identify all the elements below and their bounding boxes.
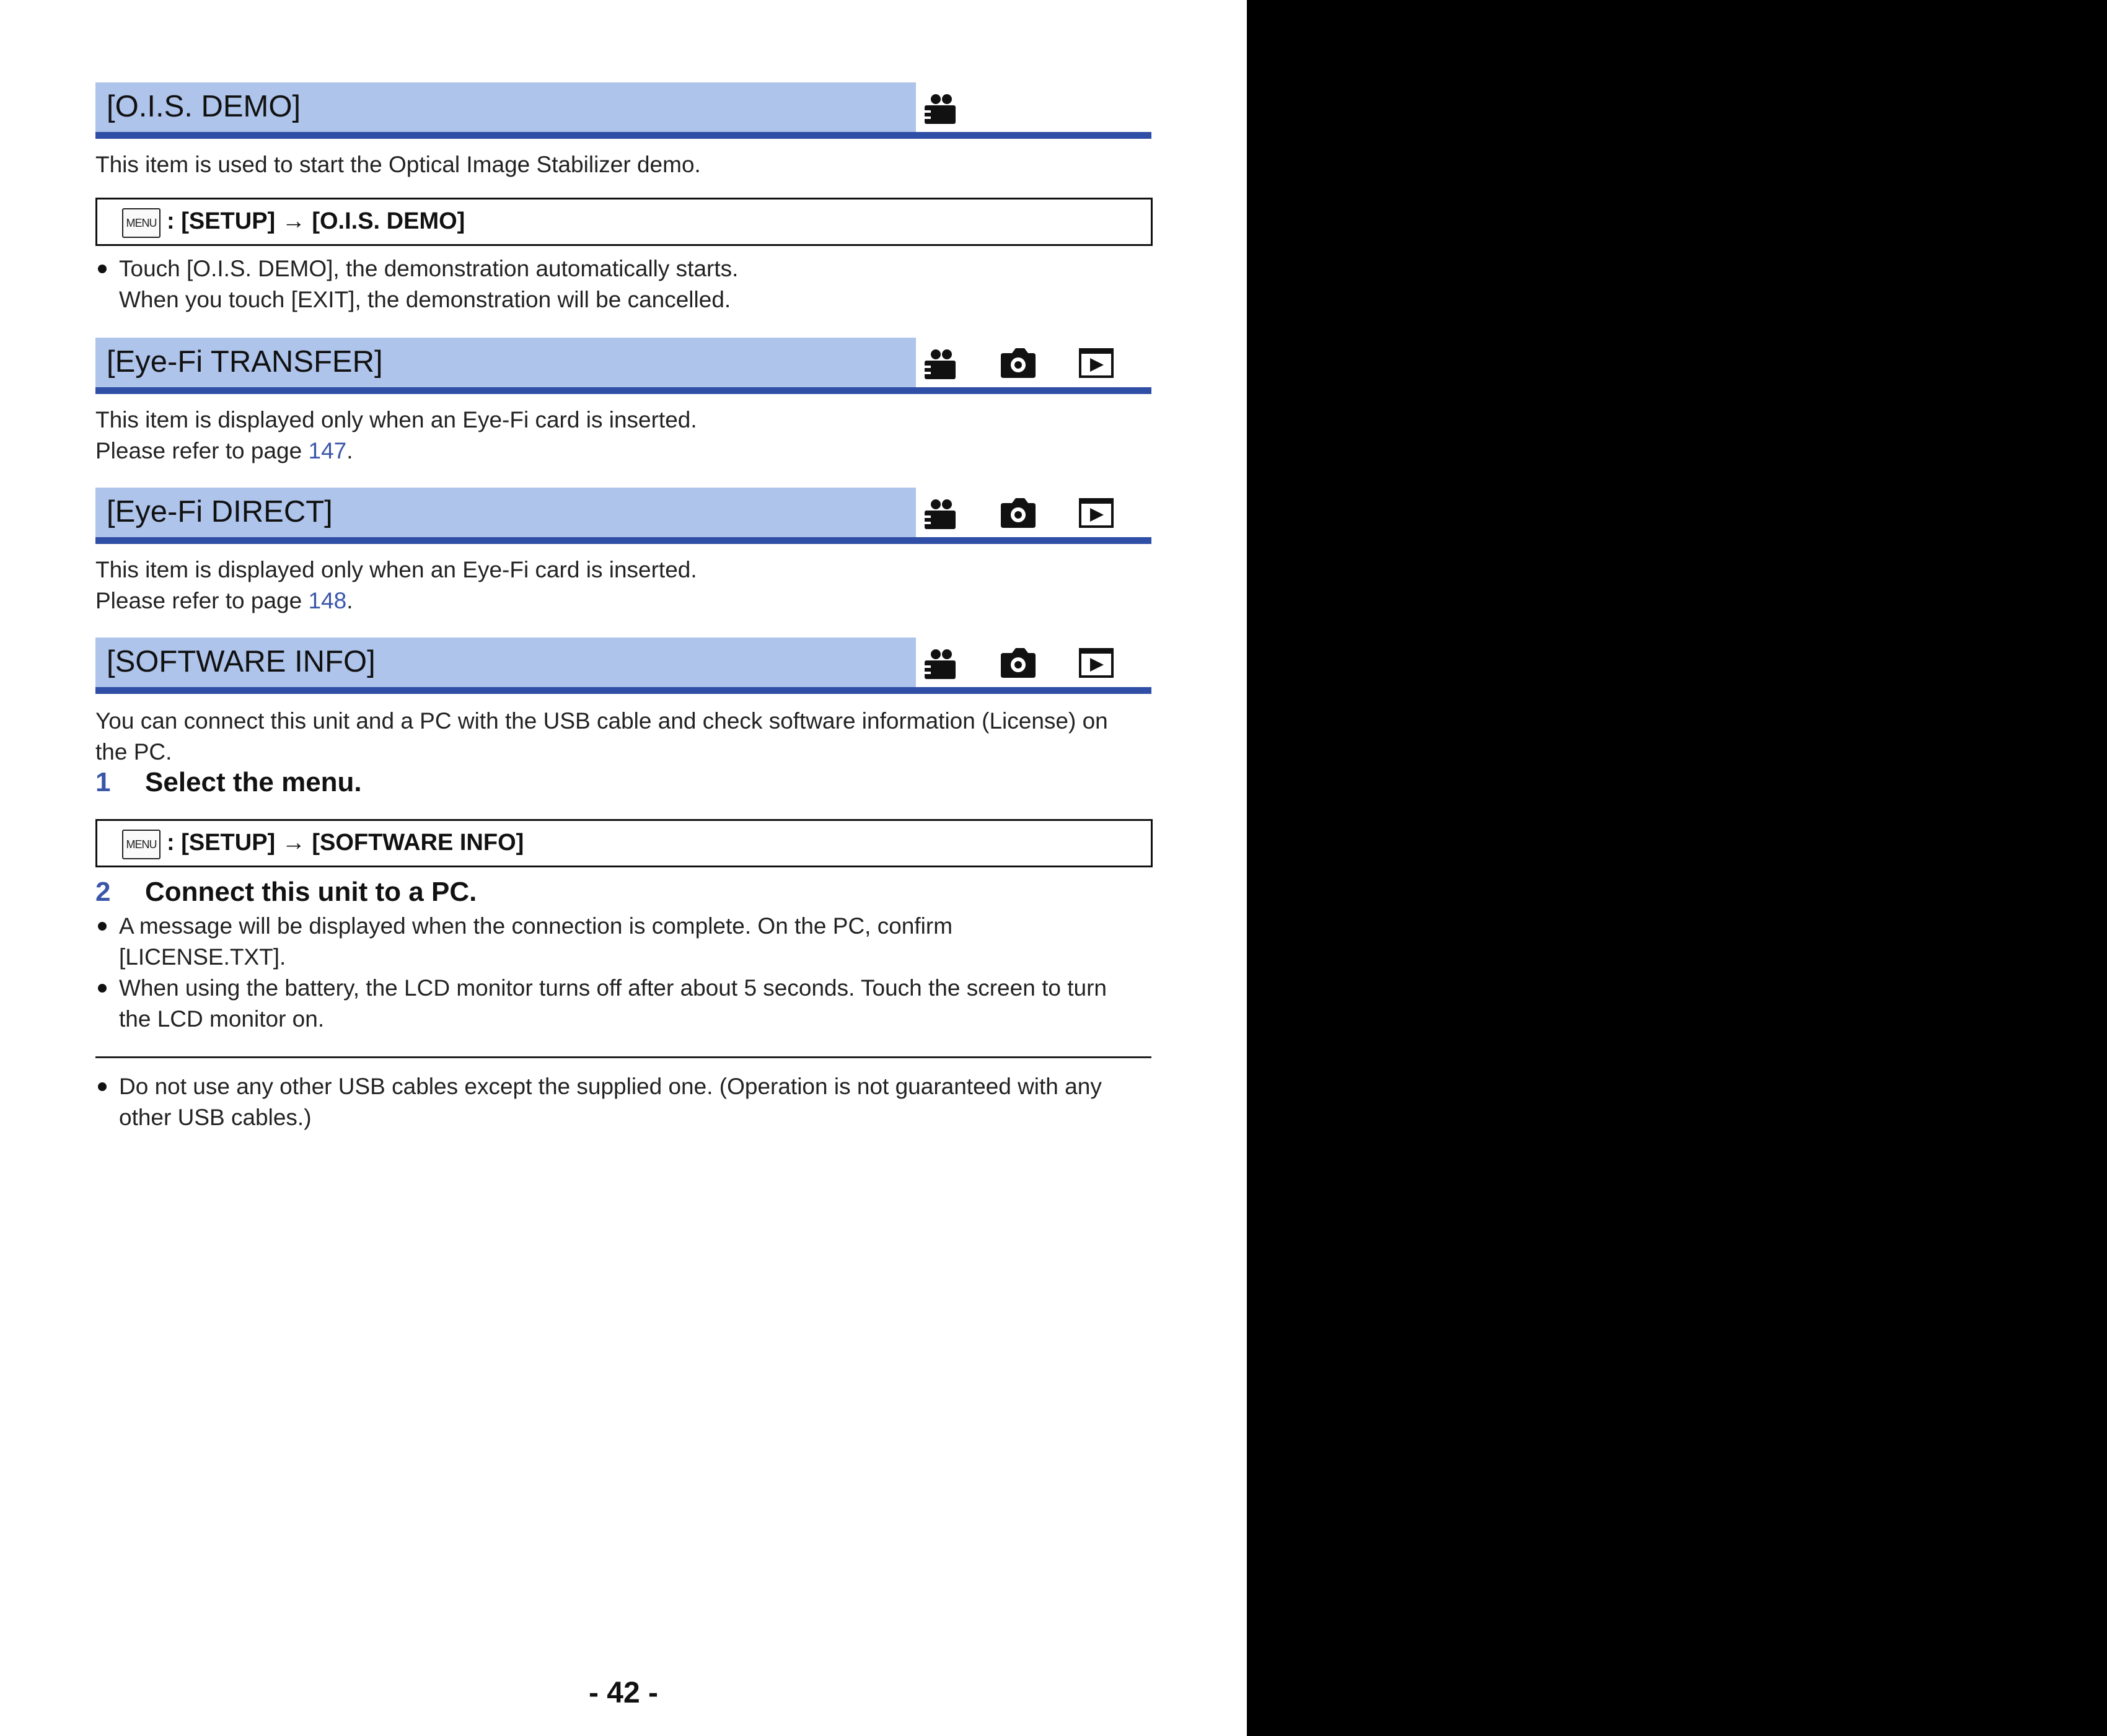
bullet-dot xyxy=(98,1082,107,1091)
section-header-ois-demo xyxy=(95,82,1151,139)
step-text: Connect this unit to a PC. xyxy=(145,877,477,907)
bullet-text-line1: A message will be displayed when the connection is complete. On the PC, confirm xyxy=(119,913,953,939)
section-title: [Eye-Fi TRANSFER] xyxy=(107,345,383,379)
section-title: [Eye-Fi DIRECT] xyxy=(107,495,333,528)
video-mode-icon xyxy=(922,494,959,532)
section-header-software-info xyxy=(95,638,1151,695)
playback-mode-icon xyxy=(1078,644,1115,682)
page-ref-prefix: Please refer to page xyxy=(95,588,309,613)
photo-mode-icon xyxy=(1000,494,1037,532)
transfer-line1: This item is displayed only when an Eye-Fi card is inserted. xyxy=(95,407,697,432)
video-mode-icon xyxy=(922,89,959,126)
mode-icons xyxy=(922,638,1151,687)
menu-path-box-ois xyxy=(95,198,1153,246)
bullet-text-line2: [LICENSE.TXT]. xyxy=(119,944,286,970)
section-title: [SOFTWARE INFO] xyxy=(107,645,376,678)
menu-icon: MENU xyxy=(122,830,161,859)
page-number: - 42 - xyxy=(588,1677,659,1709)
bullet-dot xyxy=(98,265,107,273)
video-mode-icon xyxy=(922,644,959,682)
playback-mode-icon xyxy=(1078,494,1115,532)
bullet-text-line2: When you touch [EXIT], the demonstration will be cancelled. xyxy=(119,287,731,312)
page-ref-suffix: . xyxy=(346,588,353,613)
header-rule xyxy=(95,132,1151,139)
step-number: 1 xyxy=(95,767,111,797)
video-mode-icon xyxy=(922,344,959,382)
menu-path-text: : [SETUP] → [SOFTWARE INFO] xyxy=(167,830,524,856)
bullet-text-line1: Touch [O.I.S. DEMO], the demonstration automatically starts. xyxy=(119,256,739,281)
header-rule xyxy=(95,537,1151,544)
divider xyxy=(95,1056,1151,1058)
bullet-text-line2: other USB cables.) xyxy=(119,1105,312,1130)
mode-icons xyxy=(922,82,1151,132)
black-side-panel xyxy=(1247,0,2107,1736)
header-rule xyxy=(95,687,1151,694)
step-number: 2 xyxy=(95,877,111,907)
photo-mode-icon xyxy=(1000,644,1037,682)
page-ref-prefix: Please refer to page xyxy=(95,438,309,463)
photo-mode-icon xyxy=(1000,344,1037,382)
section-header-eyefi-transfer xyxy=(95,338,1151,395)
mode-icons xyxy=(922,488,1151,537)
bullet-text-line1: When using the battery, the LCD monitor turns off after about 5 seconds. Touch the screen to turn xyxy=(119,975,1107,1001)
menu-path-text: : [SETUP] → [O.I.S. DEMO] xyxy=(167,208,465,234)
section-title: [O.I.S. DEMO] xyxy=(107,90,301,123)
playback-mode-icon xyxy=(1078,344,1115,382)
direct-line1: This item is displayed only when an Eye-Fi card is inserted. xyxy=(95,557,697,582)
step-text: Select the menu. xyxy=(145,767,362,797)
bullet-dot xyxy=(98,984,107,993)
ois-description: This item is used to start the Optical Image Stabilizer demo. xyxy=(95,152,701,177)
direct-line2 xyxy=(95,585,353,616)
section-header-eyefi-direct xyxy=(95,488,1151,545)
page-link-148[interactable]: 148 xyxy=(308,588,347,613)
bullet-text-line1: Do not use any other USB cables except the supplied one. (Operation is not guaranteed with any xyxy=(119,1074,1102,1099)
menu-path-box-software xyxy=(95,819,1153,867)
bullet-text-line2: the LCD monitor on. xyxy=(119,1006,325,1032)
transfer-line2 xyxy=(95,436,353,467)
bullet-dot xyxy=(98,922,107,931)
page-link-147[interactable]: 147 xyxy=(308,438,347,463)
menu-icon: MENU xyxy=(122,208,161,238)
header-rule xyxy=(95,387,1151,394)
software-intro-line1: You can connect this unit and a PC with the USB cable and check software information (License) on xyxy=(95,708,1108,734)
mode-icons xyxy=(922,338,1151,387)
page-ref-suffix: . xyxy=(346,438,353,463)
software-intro-line2: the PC. xyxy=(95,739,172,765)
